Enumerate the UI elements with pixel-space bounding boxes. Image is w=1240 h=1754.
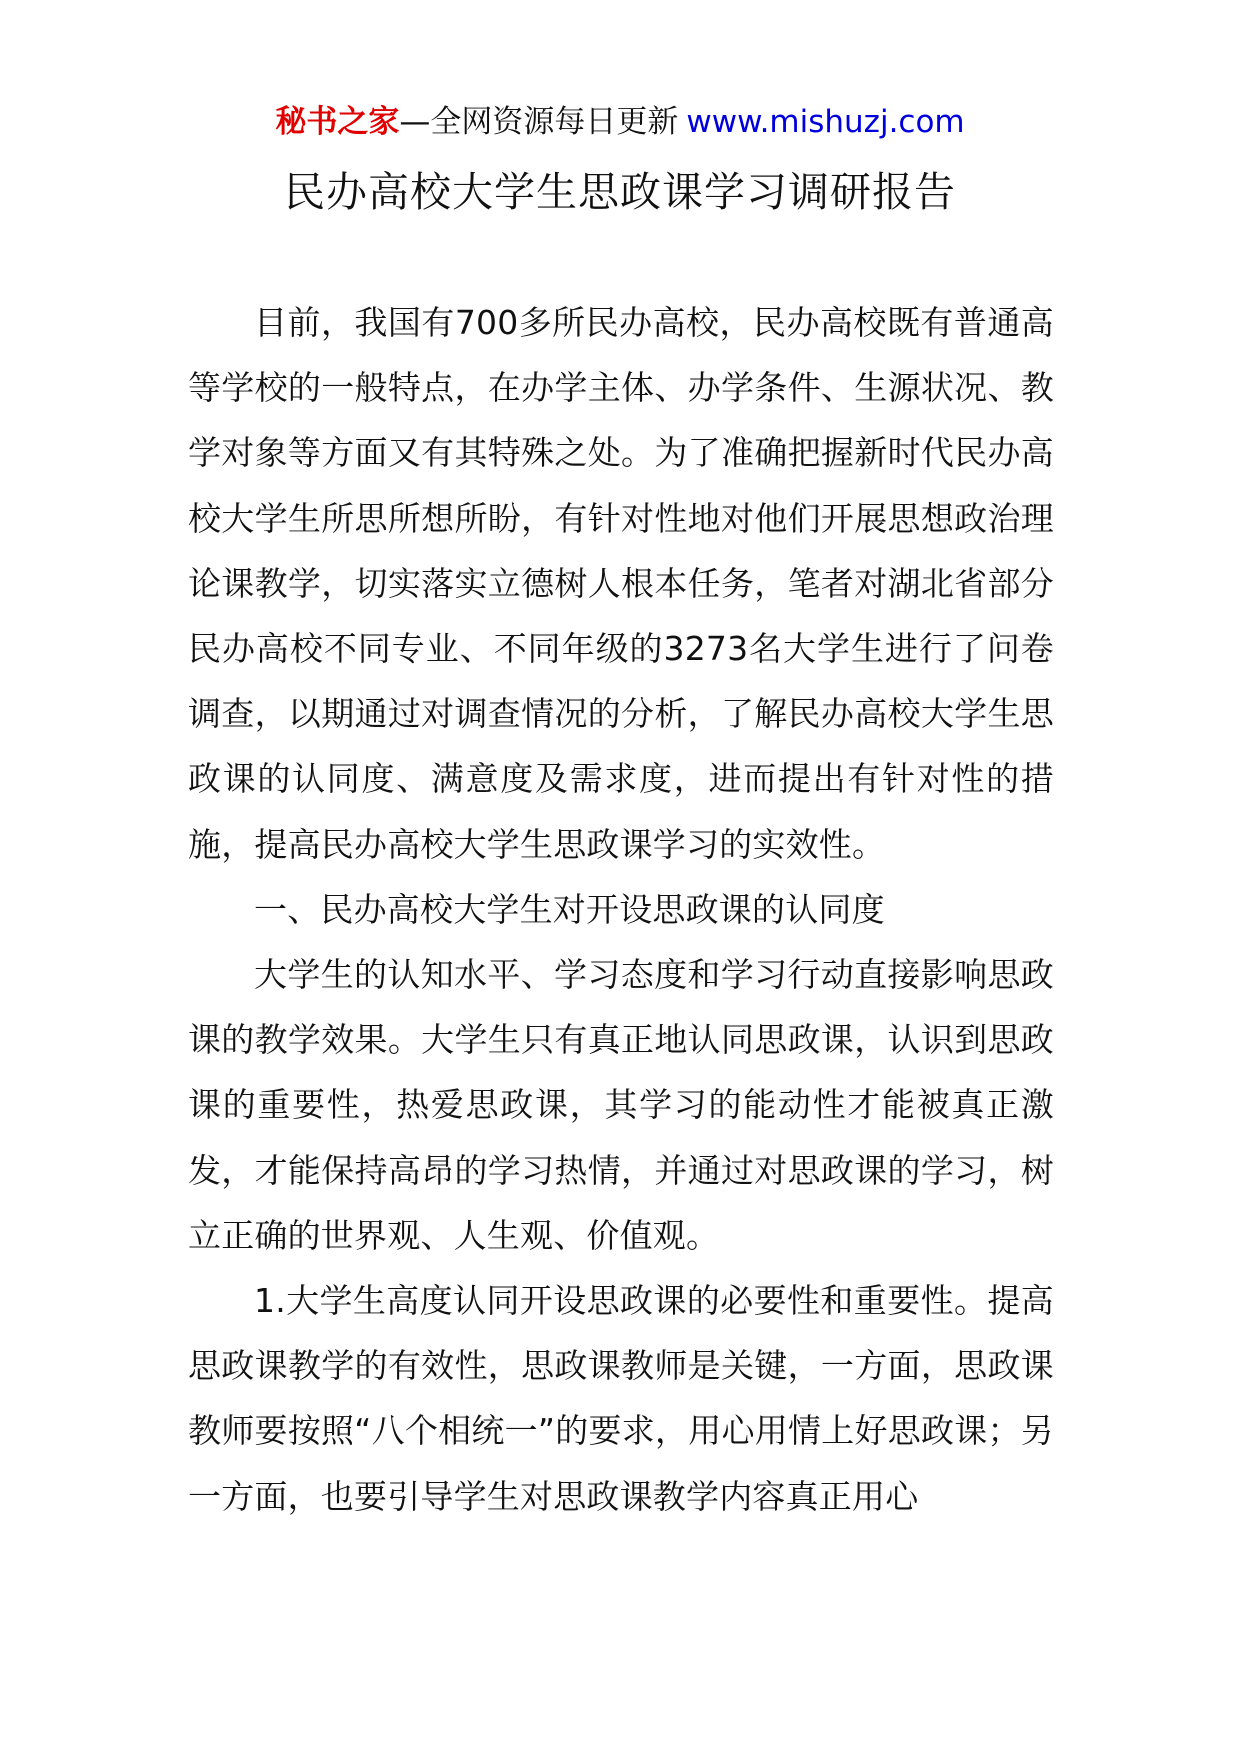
section-heading-1: 一、民办高校大学生对开设思政课的认同度 xyxy=(254,889,885,929)
site-header xyxy=(0,100,1240,144)
brand-name: 秘书之家 xyxy=(275,104,400,140)
paragraph-intro: 目前，我国有700多所民办高校，民办高校既有普通高等学校的一般特点，在办学主体、办学条件、生源状况、教学对象等方面又有其特殊之处。为了准确把握新时代民办高校大学生所思所想所盼，有针对性地对他们开展思想政治理论课教学，切实落实立德树人根本任务，笔者对湖北省部分民办高校不同专业、不同年级的3273名大学生进行了问卷调查，以期通过对调查情况的分析，了解民办高校大学生思政课的认同度、满意度及需求度，进而提出有针对性的措施，提高民办高校大学生思政课学习的实效性。 xyxy=(188,303,1054,864)
paragraph-point-1: 1.大学生高度认同开设思政课的必要性和重要性。提高思政课教学的有效性，思政课教师是关键，一方面，思政课教师要按照“八个相统一”的要求，用心用情上好思政课；另一方面，也要引导学生对思政课教学内容真正用心 xyxy=(188,1281,1054,1516)
document-body xyxy=(188,290,1054,1529)
document-title: 民办高校大学生思政课学习调研报告 xyxy=(284,168,956,216)
paragraph-section-1: 大学生的认知水平、学习态度和学习行动直接影响思政课的教学效果。大学生只有真正地认同思政课，认识到思政课的重要性，热爱思政课，其学习的能动性才能被真正激发，才能保持高昂的学习热情，并通过对思政课的学习，树立正确的世界观、人生观、价值观。 xyxy=(188,955,1054,1255)
header-tagline: —全网资源每日更新 xyxy=(399,104,679,140)
site-url-link[interactable]: www.mishuzj.com xyxy=(686,104,965,140)
